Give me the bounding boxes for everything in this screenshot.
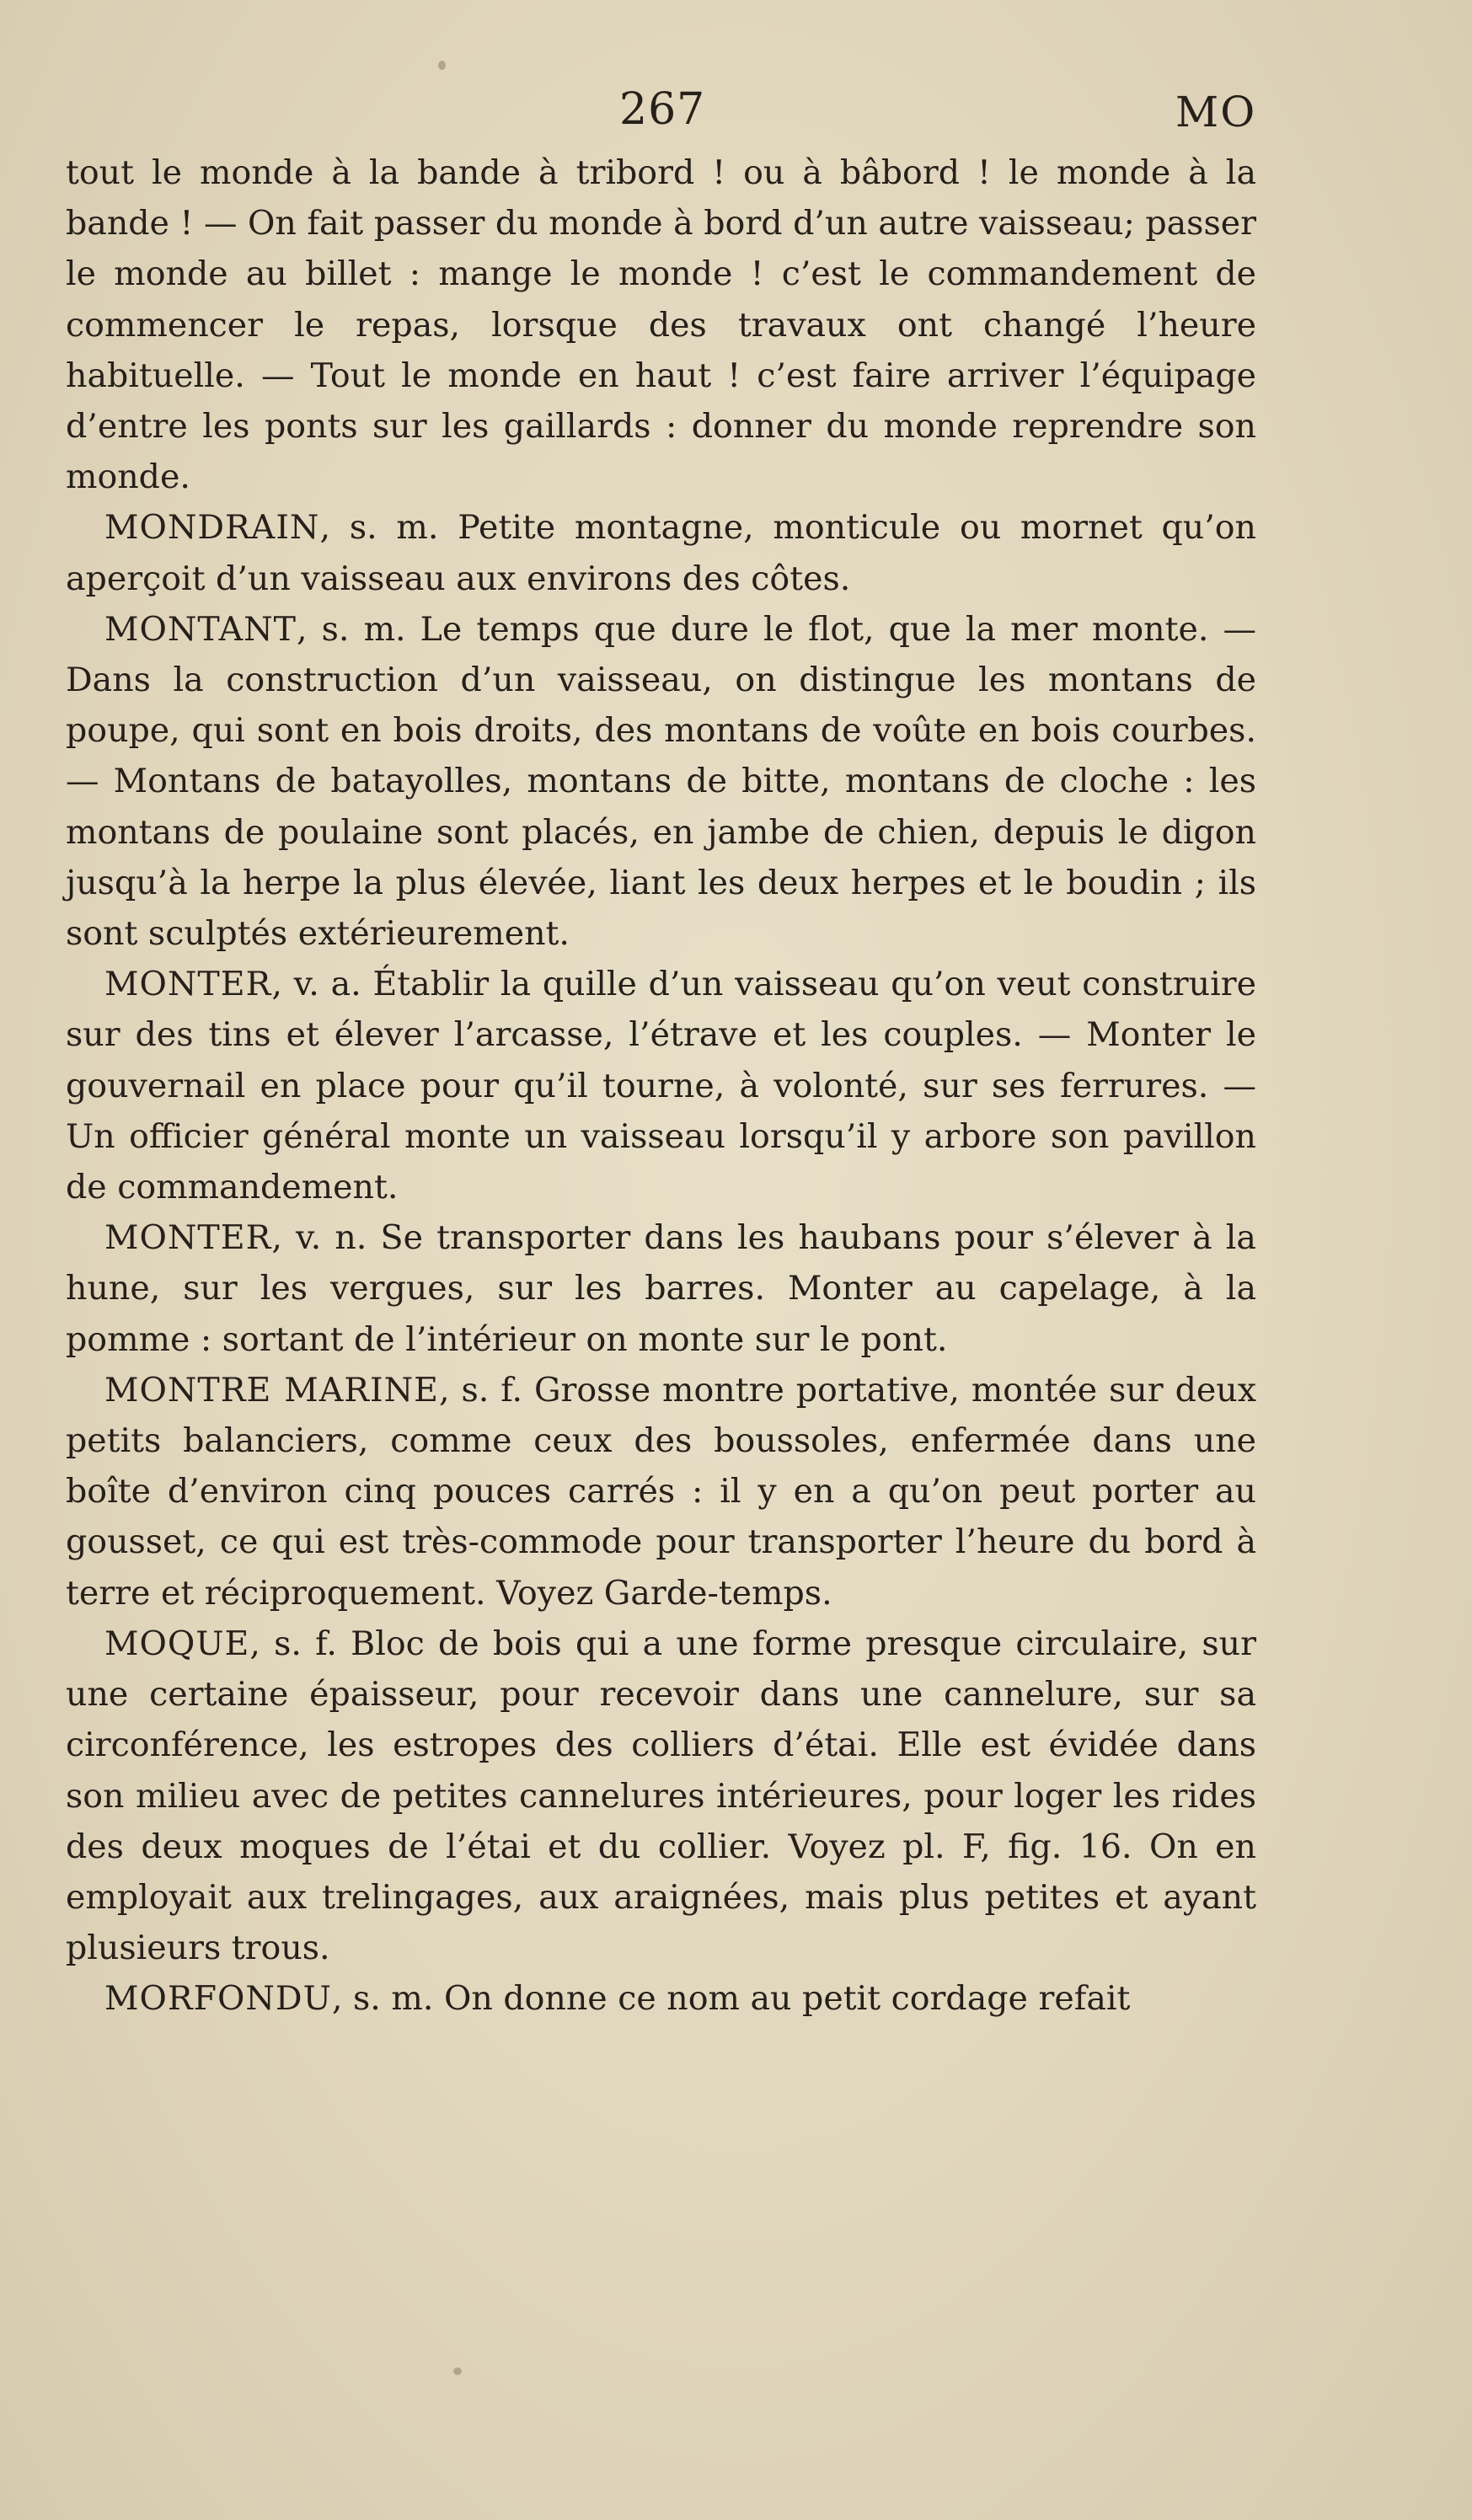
page-header <box>0 84 1472 152</box>
entry-text: Grosse montre portative, montée sur deux petits balanciers, comme ceux des boussoles, enfermée dans une boîte d’environ cinq pouces carrés : il y en a qu’on peut porter au gousset, ce qui est très-commode pour transporter l’heure du bord à terre et réciproquement. Voyez Garde-temps. <box>66 1370 1256 1613</box>
entry-grammar: , v. a. <box>271 965 361 1004</box>
entry-montre-marine <box>66 1365 1256 1618</box>
dictionary-text <box>66 147 1256 2025</box>
entry-text: Bloc de bois qui a une forme presque circulaire, sur une certaine épaisseur, pour recevoir dans une cannelure, sur sa circonférence, les estropes des colliers d’étai. Elle est évidée dans son milieu avec de petites cannelures intérieures, pour loger les rides des deux moques de l’étai et du collier. Voyez pl. F, fig. 16. On en employait aux trelingages, aux araignées, mais plus petites et ayant plusieurs trous. <box>66 1624 1257 1968</box>
entry-headword: MOQUE <box>104 1624 250 1663</box>
entry-grammar: , s. m. <box>331 1979 434 2019</box>
entry-text: Le temps que dure le flot, que la mer monte. — Dans la construction d’un vaisseau, on distingue les montans de poupe, qui sont en bois droits, des montans de voûte en bois courbes. — Montans de batayolles, montans de bitte, montans de cloche : les montans de poulaine sont placés, en jambe de chien, depuis le digon jusqu’à la herpe la plus élevée, liant les deux herpes et le boudin ; ils sont sculptés extérieurement. <box>66 609 1256 954</box>
entry-text: Établir la quille d’un vaisseau qu’on veut construire sur des tins et élever l’arcasse, l’étrave et les couples. — Monter le gouvernail en place pour qu’il tourne, à volonté, sur ses ferrures. — Un officier général monte un vaisseau lorsqu’il y arbore son pavillon de commandement. <box>66 965 1256 1207</box>
entry-monter-vn <box>66 1212 1256 1365</box>
entry-headword: MONTER <box>104 1218 272 1258</box>
entry-grammar: , s. f. <box>249 1624 337 1663</box>
page-number: 267 <box>619 84 706 135</box>
entry-text: Petite montagne, monticule ou mornet qu’on aperçoit d’un vaisseau aux environs des côtes. <box>66 508 1257 598</box>
entry-montant <box>66 604 1256 959</box>
running-head: MO <box>1175 88 1257 136</box>
entry-headword: MONTRE MARINE <box>104 1370 439 1410</box>
entry-headword: MONDRAIN <box>104 508 320 548</box>
entry-grammar: , s. m. <box>297 609 406 649</box>
entry-headword: MONTER <box>104 965 272 1004</box>
entry-morfondu <box>66 1973 1256 2024</box>
entry-headword: MONTANT <box>104 609 297 649</box>
ink-spot <box>438 61 446 70</box>
entry-mondrain <box>66 502 1256 603</box>
entry-continuation <box>66 147 1256 502</box>
entry-monter-va <box>66 959 1256 1212</box>
entry-headword: MORFONDU <box>104 1979 332 2019</box>
ink-spot <box>453 2368 462 2375</box>
entry-text: On donne ce nom au petit cordage refait <box>433 1979 1131 2019</box>
entry-grammar: , s. f. <box>438 1370 522 1410</box>
entry-moque <box>66 1618 1256 1973</box>
entry-text: Se transporter dans les haubans pour s’élever à la hune, sur les vergues, sur les barres. Monter au capelage, à la pomme : sortant de l’intérieur on monte sur le pont. <box>66 1218 1256 1359</box>
entry-grammar: , s. m. <box>319 508 439 548</box>
entry-text: tout le monde à la bande à tribord ! ou à bâbord ! le monde à la bande ! — On fait passer du monde à bord d’un autre vaisseau; passer le monde au billet : mange le monde ! c’est le commandement de commencer le repas, lorsque des travaux ont changé l’heure habituelle. — Tout le monde en haut ! c’est faire arriver l’équipage d’entre les ponts sur les gaillards : donner du monde reprendre son monde. <box>66 153 1256 497</box>
entry-grammar: , v. n. <box>271 1218 367 1258</box>
